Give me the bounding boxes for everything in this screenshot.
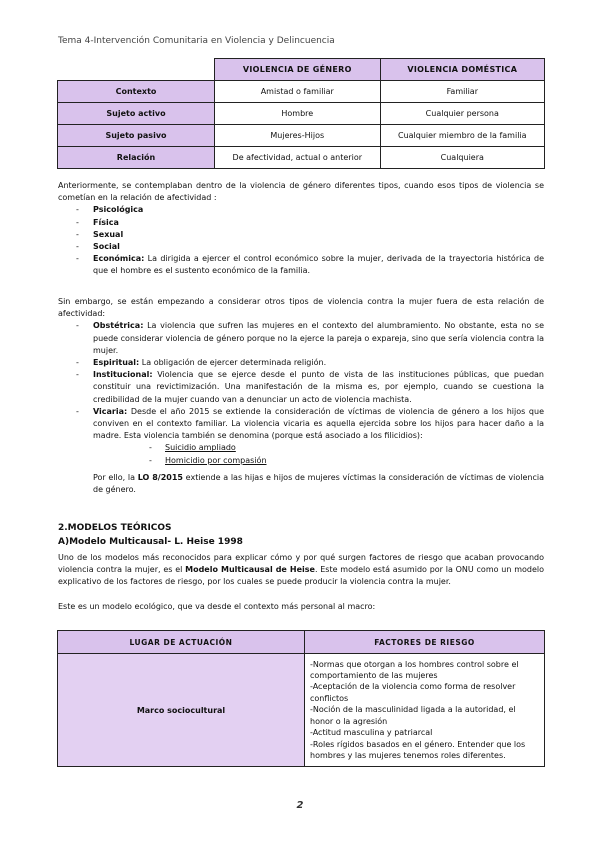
table-cell: Cualquier persona	[380, 103, 544, 125]
table-cell: Amistad o familiar	[215, 81, 381, 103]
list-item	[58, 253, 544, 277]
risk-factor: -Roles rígidos basados en el género. Entender que los hombres y las mujeres tenemos roles diferentes.	[310, 739, 526, 760]
table-row	[58, 103, 545, 125]
risk-factors-cell	[305, 654, 545, 767]
table-cell: Cualquier miembro de la familia	[380, 125, 544, 147]
table-row	[58, 81, 545, 103]
table-row	[58, 654, 545, 767]
section-title: 2.MODELOS TEÓRICOS	[58, 523, 172, 533]
risk-factor: -Actitud masculina y patriarcal	[310, 728, 433, 738]
risk-factor: -Normas que otorgan a los hombres control sobre el comportamiento de las mujeres	[310, 659, 519, 681]
table-header-row	[58, 59, 545, 81]
empty-corner-cell	[58, 59, 215, 81]
list-text: La obligación de ejercer determinada religión.	[139, 358, 327, 368]
list-text: Desde el año 2015 se extiende la consideración de víctimas de violencia de género a los hijos que conviven en el contexto familiar. La violencia vicaria es aquella ejercida sobre los hijos para hacer daño a la madre. Esta violencia también se denomina (porque está asociado a los filicidios):	[93, 406, 544, 441]
list-term: Vicaria:	[93, 406, 128, 416]
column-header: LUGAR DE ACTUACIÓN	[58, 631, 305, 654]
row-label: Sujeto pasivo	[58, 125, 215, 147]
table-cell: Hombre	[215, 103, 381, 125]
list-text: La dirigida a ejercer el control económico sobre la mujer, derivada de la trayectoria histórica de que el hombre es el sustento económico de la familia.	[93, 254, 544, 276]
lo-paragraph	[93, 472, 544, 496]
list-text: Violencia que se ejerce desde el punto de vista de las instituciones públicas, que puedan constituir una revictimización. Una manifestación de la misma es, por ejemplo, cuando se cuestiona la credibilidad de la mujer cuando van a denunciar un acto de violencia machista.	[93, 370, 544, 404]
list-item	[58, 229, 544, 241]
model-paragraph	[58, 552, 544, 589]
column-header: VIOLENCIA DE GÉNERO	[215, 59, 381, 81]
other-violence-list	[58, 320, 544, 466]
list-term: Física	[93, 217, 119, 227]
table-row	[58, 147, 545, 169]
other-violence-section	[58, 296, 544, 496]
model-section	[58, 552, 544, 613]
risk-factor: -Aceptación de la violencia como forma de resolver conflictos	[310, 682, 516, 703]
sublist-item: - Suicidio ampliado	[93, 442, 544, 454]
table-cell: Familiar	[380, 81, 544, 103]
list-term: Sexual	[93, 229, 124, 239]
subsection-title: A)Modelo Multicausal- L. Heise 1998	[58, 537, 243, 547]
page-number: 2	[296, 800, 304, 811]
risk-factor: -Noción de la masculinidad ligada a la autoridad, el honor o la agresión	[310, 705, 516, 726]
sublist-item: - Homicidio por compasión	[93, 455, 544, 467]
intro-paragraph: Sin embargo, se están empezando a considerar otros tipos de violencia contra la mujer fuera de esta relación de afectividad:	[58, 297, 544, 319]
list-text: La violencia que sufren las mujeres en el contexto del alumbramiento. No obstante, esta no se puede considerar violencia de género porque no la ejerce la pareja o expareja, sino que sería violencia contra la mujer.	[93, 321, 544, 355]
list-term: Obstétrica:	[93, 321, 144, 331]
heise-model-table	[57, 630, 545, 767]
lo-law-ref: LO 8/2015	[137, 472, 183, 482]
table-header-row	[58, 631, 545, 654]
list-term: Económica:	[93, 254, 145, 264]
row-label: Marco sociocultural	[58, 654, 305, 767]
list-term: Institucional:	[93, 370, 153, 380]
violence-types-list	[58, 204, 544, 277]
lo-text-pre: Por ello, la	[93, 472, 138, 482]
model-name: Modelo Multicausal de Heise	[185, 565, 315, 575]
intro-paragraph: Anteriormente, se contemplaban dentro de la violencia de género diferentes tipos, cuando esos tipos de violencia se cometían en la relación de afectividad :	[58, 181, 544, 203]
list-item	[58, 369, 544, 406]
lo-text-post: extiende a las hijas e hijos de mujeres víctimas la consideración de víctimas de violencia de género.	[93, 472, 545, 495]
list-item	[58, 217, 544, 229]
list-term: Espiritual:	[93, 358, 140, 368]
violence-types-section	[58, 180, 544, 278]
ecological-paragraph: Este es un modelo ecológico, que va desde el contexto más personal al macro:	[58, 601, 376, 611]
table-cell: Mujeres-Hijos	[215, 125, 381, 147]
gender-vs-domestic-table	[57, 58, 545, 169]
list-item	[58, 204, 544, 216]
table-cell: Cualquiera	[380, 147, 544, 169]
running-header: Tema 4-Intervención Comunitaria en Violencia y Delincuencia	[58, 36, 335, 46]
list-item	[58, 320, 544, 357]
list-item	[58, 406, 544, 467]
list-term: Social	[93, 242, 120, 252]
column-header: VIOLENCIA DOMÉSTICA	[380, 59, 544, 81]
table-cell: De afectividad, actual o anterior	[215, 147, 381, 169]
list-item	[58, 357, 544, 369]
vicarious-sublist	[93, 442, 544, 466]
column-header: FACTORES DE RIESGO	[305, 631, 545, 654]
row-label: Relación	[58, 147, 215, 169]
table-row	[58, 125, 545, 147]
row-label: Contexto	[58, 81, 215, 103]
model-text-pre: Uno de los modelos más reconocidos para explicar cómo y por qué surgen factores de riesgo que acaban provocando violencia contra la mujer, es el	[58, 553, 544, 575]
row-label: Sujeto activo	[58, 103, 215, 125]
list-item	[58, 241, 544, 253]
model-text-post: . Este modelo está asumido por la ONU como un modelo explicativo de los factores de riesgo, por los cuales se puede producir la violencia contra la mujer.	[58, 565, 545, 587]
list-term: Psicológica	[93, 205, 144, 215]
